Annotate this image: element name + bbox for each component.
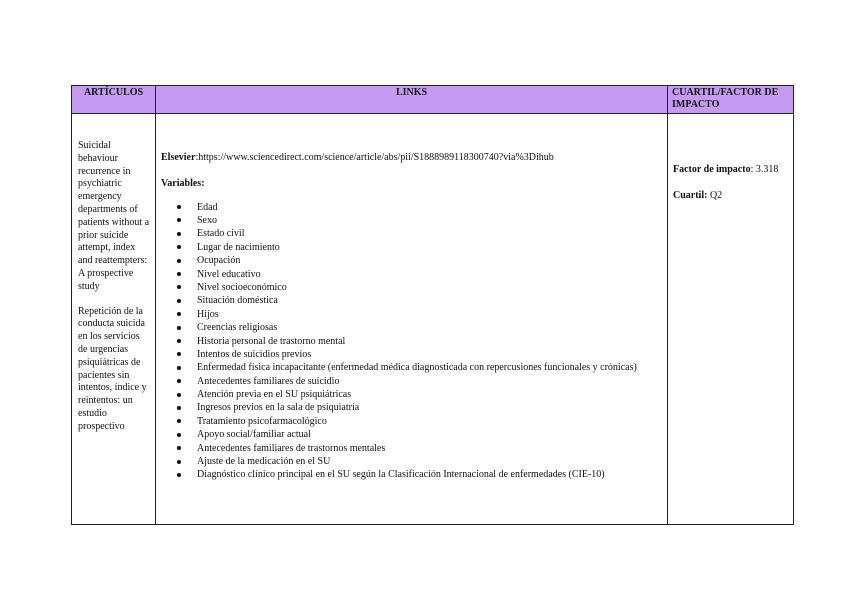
list-item xyxy=(161,254,667,267)
bullet-icon xyxy=(177,406,181,410)
variable-label: Edad xyxy=(197,201,218,213)
impact-factor-label: Factor de impacto xyxy=(673,164,751,175)
list-item xyxy=(161,268,667,281)
list-item xyxy=(161,227,667,240)
variable-label: Diagnóstico clínico principal en el SU según la Clasificación Internacional de enfermedades (CIE-10) xyxy=(197,469,605,481)
variable-label: Intentos de suicidios previos xyxy=(197,348,312,360)
source-label: Elsevier xyxy=(161,152,196,163)
article-title-spanish: Repetición de la conducta suicida en los servicios de urgencias psiquiátricas de pacientes sin intentos, índice y reintentos: un estudio prospectivo xyxy=(78,305,147,432)
variables-list xyxy=(161,201,667,482)
impacto-cell xyxy=(668,114,794,525)
list-item xyxy=(161,455,667,468)
list-item xyxy=(161,201,667,214)
bullet-icon xyxy=(177,393,181,397)
variable-label: Creencias religiosas xyxy=(197,322,278,334)
list-item xyxy=(161,361,667,374)
header-links: LINKS xyxy=(156,86,668,114)
impact-factor-line xyxy=(673,164,793,177)
quartile-line xyxy=(673,190,793,203)
list-item xyxy=(161,401,667,414)
variable-label: Estado civil xyxy=(197,228,245,240)
impact-factor-value: : 3.318 xyxy=(750,164,779,175)
list-item xyxy=(161,294,667,307)
quartile-value: Q2 xyxy=(707,189,723,201)
list-item xyxy=(161,321,667,334)
variable-label: Hijos xyxy=(197,308,219,320)
table-header-row xyxy=(72,86,794,114)
articulos-cell xyxy=(72,114,156,525)
bullet-icon xyxy=(177,326,181,330)
list-item xyxy=(161,348,667,361)
list-item xyxy=(161,415,667,428)
articles-table xyxy=(71,85,794,525)
quartile-label: Cuartil: xyxy=(673,189,708,201)
list-item xyxy=(161,428,667,441)
variable-label: Tratamiento psicofarmacológico xyxy=(197,415,327,427)
table-row xyxy=(72,114,794,525)
bullet-icon xyxy=(177,272,181,276)
bullet-icon xyxy=(177,299,181,303)
variable-label: Atención previa en el SU psiquiátricas xyxy=(197,389,352,401)
variable-label: Sexo xyxy=(197,214,217,226)
bullet-icon xyxy=(177,205,181,209)
bullet-icon xyxy=(177,259,181,263)
bullet-icon xyxy=(177,366,181,370)
header-articulos: ARTÍCULOS xyxy=(72,86,156,114)
list-item xyxy=(161,308,667,321)
list-item xyxy=(161,388,667,401)
source-link-line xyxy=(161,152,667,165)
variables-label: Variables: xyxy=(161,177,205,189)
bullet-icon xyxy=(177,473,181,477)
links-cell xyxy=(156,114,668,525)
variable-label: Antecedentes familiares de trastornos mentales xyxy=(197,442,386,454)
variable-label: Nivel educativo xyxy=(197,268,261,280)
list-item xyxy=(161,214,667,227)
variable-label: Nivel socioeconómico xyxy=(197,281,287,293)
bullet-icon xyxy=(177,339,181,343)
list-item xyxy=(161,335,667,348)
list-item xyxy=(161,375,667,388)
bullet-icon xyxy=(177,460,181,464)
bullet-icon xyxy=(177,245,181,249)
variable-label: Ocupación xyxy=(197,255,241,267)
bullet-icon xyxy=(177,433,181,437)
bullet-icon xyxy=(177,312,181,316)
variable-label: Ingresos previos en la sala de psiquiatría xyxy=(197,402,360,414)
bullet-icon xyxy=(177,419,181,423)
variable-label: Lugar de nacimiento xyxy=(197,241,280,253)
bullet-icon xyxy=(177,218,181,222)
variable-label: Apoyo social/familiar actual xyxy=(197,429,311,441)
header-cuartil: CUARTIL/FACTOR DE IMPACTO xyxy=(668,86,794,114)
source-url-link[interactable]: :https://www.sciencedirect.com/science/article/abs/pii/S1888989118300740?via%3Dihub xyxy=(195,152,554,163)
variable-label: Ajuste de la medicación en el SU xyxy=(197,456,331,468)
bullet-icon xyxy=(177,379,181,383)
list-item xyxy=(161,281,667,294)
variable-label: Historia personal de trastorno mental xyxy=(197,335,346,347)
bullet-icon xyxy=(177,232,181,236)
variable-label: Enfermedad física incapacitante (enfermedad médica diagnosticada con repercusiones funcionales y crónicas) xyxy=(197,362,637,374)
bullet-icon xyxy=(177,352,181,356)
variable-label: Antecedentes familiares de suicidio xyxy=(197,375,340,387)
bullet-icon xyxy=(177,285,181,289)
list-item xyxy=(161,241,667,254)
list-item xyxy=(161,442,667,455)
variable-label: Situación doméstica xyxy=(197,295,278,307)
list-item xyxy=(161,468,667,481)
article-title-english: Suicidal behaviour recurrence in psychiatric emergency departments of patients without a prior suicide attempt, index and reattempters: A prospective study xyxy=(78,140,150,292)
bullet-icon xyxy=(177,446,181,450)
